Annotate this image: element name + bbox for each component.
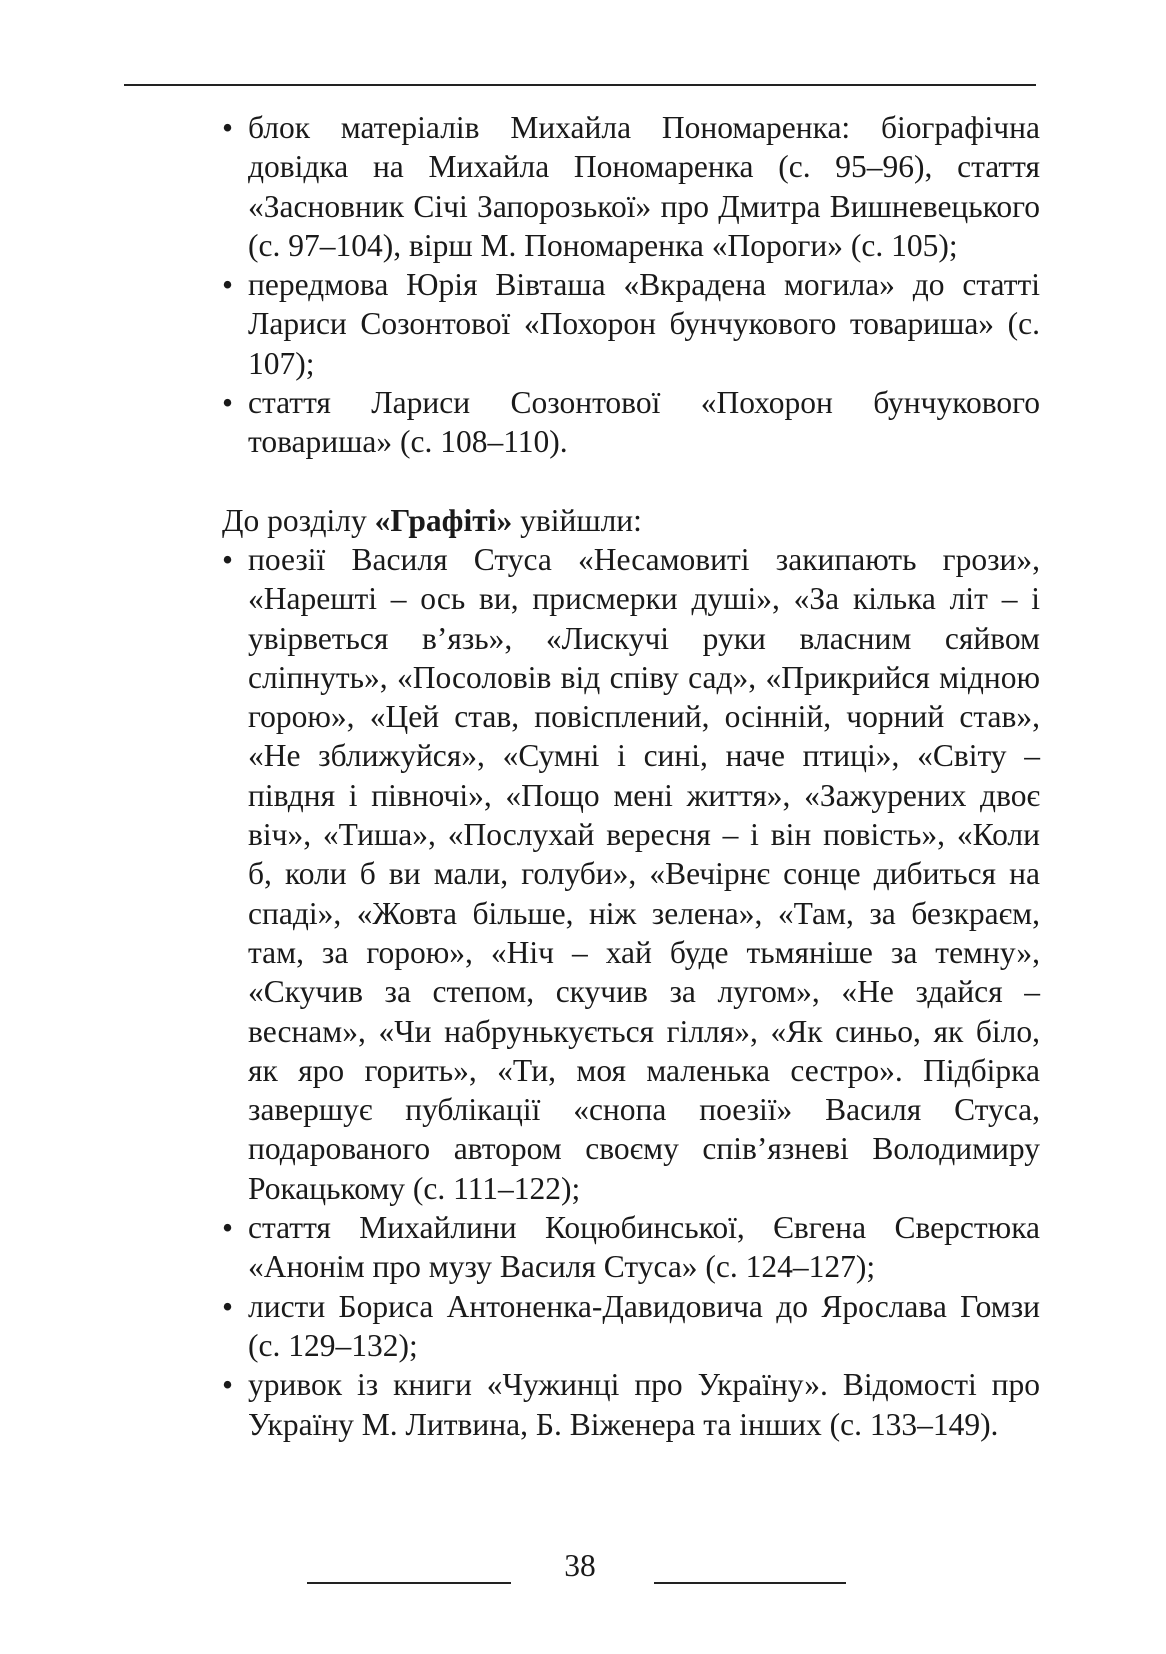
list-item [222, 1365, 1040, 1444]
bullet-icon: • [222, 1210, 234, 1246]
footer-rule-right [654, 1582, 846, 1584]
bullet-icon: • [222, 1367, 234, 1403]
list-item-text: листи Бориса Антоненка-Давидовича до Ярослава Гомзи (с. 129–132); [248, 1288, 1040, 1363]
materials-list [222, 108, 1040, 462]
section-title: «Графіті» [374, 502, 513, 538]
page-footer [0, 1546, 1166, 1586]
list-item [222, 108, 1040, 265]
list-item [222, 1287, 1040, 1366]
bullet-icon: • [222, 541, 234, 577]
bullet-icon: • [222, 385, 234, 421]
section-suffix: увійшли: [512, 502, 642, 538]
list-item-text: поезії Василя Стуса «Несамовиті закипають грози», «Нарешті – ось ви, присмерки душі», «За кілька літ – і увірветься в’язь», «Лискучі руки власним сяйвом сліпнуть», «Посоловів від співу сад», «Прикрийся мідною горою», «Цей став, повісплений, осінній, чорний став», «Не зближуйся», «Сумні і сині, наче птиці», «Світу – півдня і півночі», «Пощо мені життя», «Зажурених двоє віч», «Тиша», «Послухай вересня – і він повість», «Коли б, коли б ви мали, голуби», «Вечірнє сонце дибиться на спаді», «Жовта більше, ніж зелена», «Там, за безкраєм, там, за горою», «Ніч – хай буде тьмяніше за темну», «Скучив за степом, скучив за лугом», «Не здайся – веснам», «Чи набрунькується гілля», «Як синьо, як біло, як яро горить», «Ти, моя маленька сестро». Підбірка завершує публікації «снопа поезії» Василя Стуса, подарованого автором своєму спів’язневі Володимиру Рокацькому (с. 111–122); [248, 541, 1040, 1206]
footer-rule-left [307, 1582, 511, 1584]
list-item-text: стаття Лариси Созонтової «Похорон бунчукового товариша» (с. 108–110). [248, 385, 1040, 460]
bullet-icon: • [222, 110, 234, 145]
graffiti-list [222, 540, 1040, 1444]
section-intro [222, 501, 1040, 540]
list-item-text: передмова Юрія Вівташа «Вкрадена могила» до статті Лариси Созонтової «Похорон бунчукового товариша» (с. 107); [248, 267, 1040, 381]
list-item-text: уривок із книги «Чужинці про Україну». Відомості про Україну М. Литвина, Б. Віженера та інших (с. 133–149). [248, 1367, 1040, 1442]
header-rule [124, 84, 1036, 86]
list-item [222, 540, 1040, 1208]
bullet-icon: • [222, 1288, 234, 1324]
list-item [222, 383, 1040, 462]
page-number: 38 [564, 1548, 596, 1583]
list-item [222, 265, 1040, 383]
page-body [222, 108, 1040, 1444]
list-item-text: стаття Михайлини Коцюбинської, Євгена Сверстюка «Анонім про музу Василя Стуса» (с. 124–127); [248, 1210, 1040, 1285]
bullet-icon: • [222, 267, 234, 303]
list-item [222, 1208, 1040, 1287]
list-item-text: блок матеріалів Михайла Пономаренка: біографічна довідка на Михайла Пономаренка (с. 95–96), стаття «Засновник Січі Запорозької» про Дмитра Вишневецького (с. 97–104), вірш М. Пономаренка «Пороги» (с. 105); [248, 110, 1040, 263]
section-prefix: До розділу [222, 502, 375, 538]
